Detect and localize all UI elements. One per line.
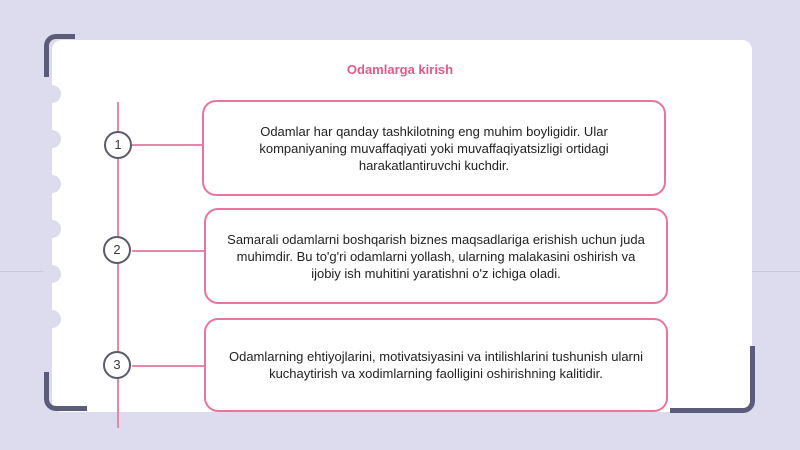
binder-notch: [43, 85, 61, 103]
binder-notch: [43, 175, 61, 193]
step-text-box-3: [204, 318, 668, 412]
connector-2: [132, 250, 204, 252]
step-number-2: 2: [103, 236, 131, 264]
connector-1: [132, 144, 202, 146]
step-text-3: Odamlarning ehtiyojlarini, motivatsiyasini va intilishlarini tushunish ularni kuchaytirish va xodimlarning faolligini oshirishning kalitidir.: [228, 349, 644, 381]
step-text-1: Odamlar har qanday tashkilotning eng muhim boyligidir. Ular kompaniyaning muvaffaqiyati yoki muvaffaqiyatsizligi ortidagi harakatlantiruvchi kuchdir.: [259, 123, 609, 173]
step-text-2: Samarali odamlarni boshqarish biznes maqsadlariga erishish uchun juda muhimdir. Bu to'g'ri odamlarni yollash, ularning malakasini oshirish va ijobiy ish muhitini yaratishni o'z ichiga oladi.: [227, 231, 645, 281]
frame-corner-bottom-right: [670, 346, 755, 413]
step-text-box-2: [204, 208, 668, 304]
binder-notch: [43, 130, 61, 148]
slide-title: Odamlarga kirish: [346, 62, 454, 77]
frame-corner-bottom-left: [44, 372, 87, 411]
step-number-3: 3: [103, 351, 131, 379]
step-number-1: 1: [104, 131, 132, 159]
connector-3: [132, 365, 204, 367]
step-text-box-1: [202, 100, 666, 196]
binder-notch: [43, 220, 61, 238]
binder-notch: [43, 310, 61, 328]
binder-notch: [43, 265, 61, 283]
